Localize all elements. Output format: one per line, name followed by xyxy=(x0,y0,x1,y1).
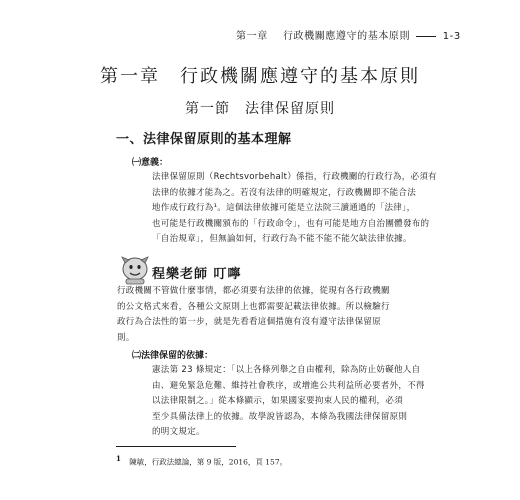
heading-1: 一、法律保留原則的基本理解 xyxy=(116,132,292,147)
footnote-text: 陳敏，行政法總論，第 9 版，2016，頁 157。 xyxy=(129,457,288,467)
paragraph-line: 的公文格式來看，各種公文原則上也都需要記載法律依據。所以檢驗行 xyxy=(117,301,390,312)
paragraph-line: 地作成行政行為¹。這個法律依據可能是立法院三讀通過的「法律」， xyxy=(152,203,416,213)
header-title: 行政機關應遵守的基本原則 xyxy=(282,31,411,42)
paragraph-line: 行政機關不管做什麼事情，都必須要有法律的依據，從現有各行政機關 xyxy=(117,286,390,296)
header-page-number: 1-3 xyxy=(442,31,461,42)
header-chapter: 第一章 xyxy=(236,31,268,42)
paragraph-line: 則。 xyxy=(117,332,135,343)
running-header xyxy=(236,27,461,42)
footnote-mark: 1 xyxy=(116,454,121,463)
meaning-label: ㈠意義： xyxy=(132,158,169,168)
paragraph-line: 法律保留原則（Rechtsvorbehalt）係指，行政機關的行政行為，必須有 xyxy=(152,172,437,182)
teacher-note-word: 叮嚀 xyxy=(213,267,242,282)
paragraph-line: 「自治規章」，但無論如何，行政行為不能不能不能欠缺法律依據。 xyxy=(152,234,412,244)
teacher-note-title xyxy=(152,263,242,282)
footnote-rule xyxy=(116,446,236,447)
chapter-title: 第一章 行政機關應遵守的基本原則 xyxy=(100,66,420,87)
section-title: 第一節 法律保留原則 xyxy=(185,101,335,117)
paragraph-line: 法律的依據才能為之。若沒有法律的明確規定，行政機關即不能合法 xyxy=(152,187,417,198)
footnote xyxy=(116,454,287,468)
teacher-mascot-icon xyxy=(120,255,154,285)
paragraph-line: 由、避免緊急危難、維持社會秩序，或增進公共利益所必要者外，不得 xyxy=(152,380,425,391)
header-rule xyxy=(416,36,436,37)
basis-label: ㈡法律保留的依據： xyxy=(132,351,214,361)
paragraph-line: 憲法第 23 條規定：「以上各條列舉之自由權利，除為防止妨礙他人自 xyxy=(152,365,421,375)
paragraph-line: 政行為合法性的第一步，就是先看看這個措施有沒有遵守法律保留原 xyxy=(117,317,382,327)
teacher-name: 程樂老師 xyxy=(152,267,209,282)
meaning-paragraph xyxy=(152,170,437,248)
paragraph-line: 也可能是行政機關頒布的「行政命令」，也有可能是地方自治團體發布的 xyxy=(152,218,430,229)
paragraph-line: 的明文規定。 xyxy=(152,427,205,437)
teacher-paragraph xyxy=(117,284,390,346)
basis-paragraph xyxy=(152,363,425,441)
paragraph-line: 至少具備法律上的依據。故學說皆認為，本條為我國法律保留原則 xyxy=(152,411,408,422)
paragraph-line: 以法律限制之。」從本條顯示，如果國家要拘束人民的權利，必須 xyxy=(152,396,403,406)
